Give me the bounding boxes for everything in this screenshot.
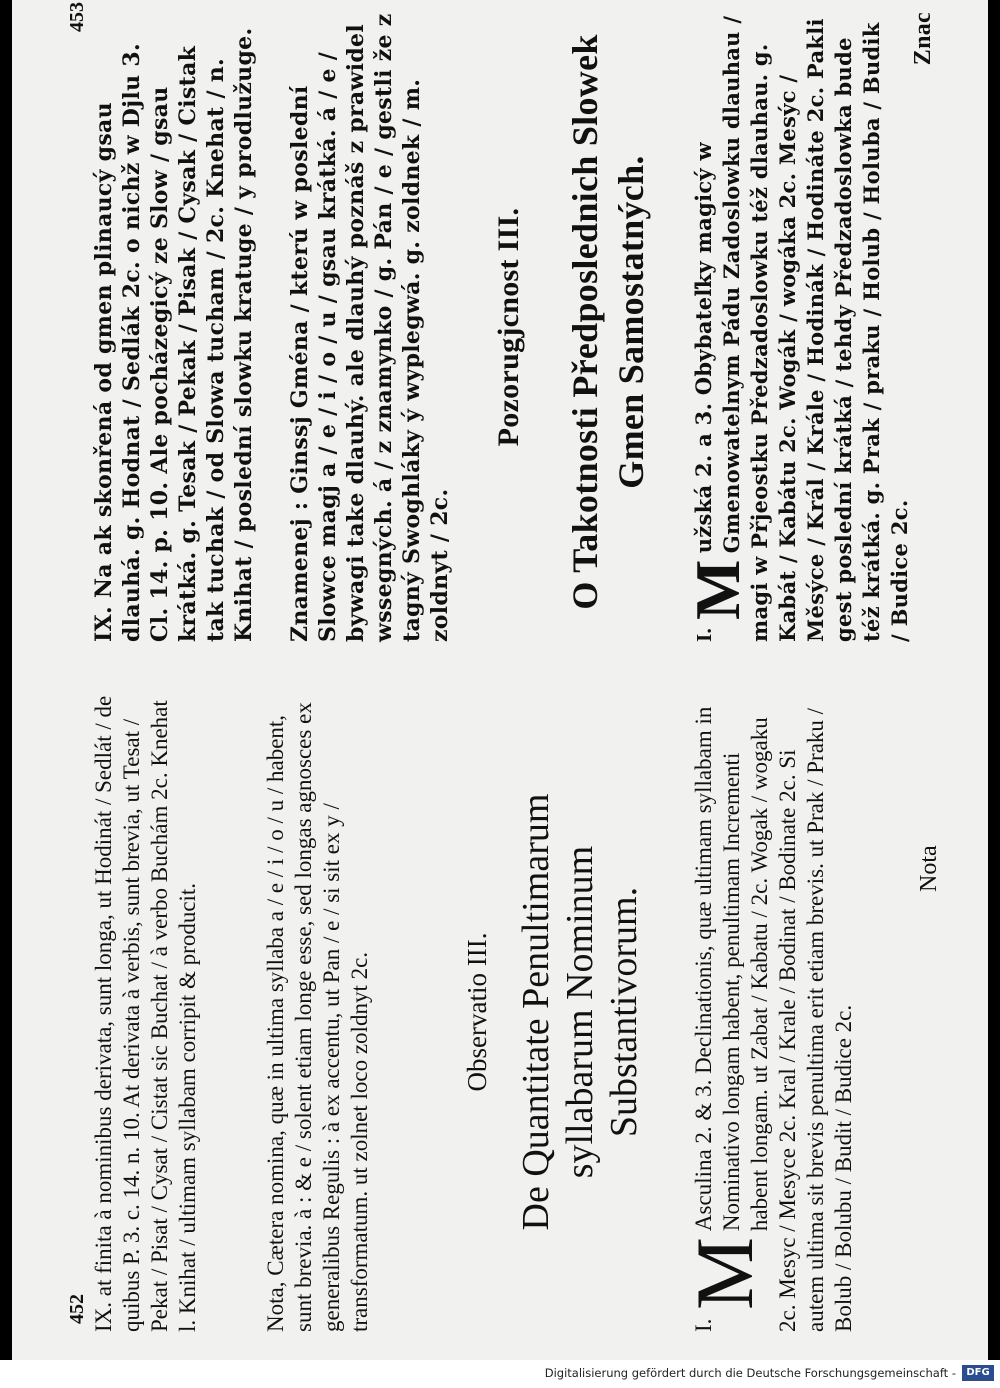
footer-credit-text: Digitalisierung gefördert durch die Deutsche Forschungsgemeinschaft - [544, 1366, 956, 1380]
paragraph-ix-latin: IX. at finita à nominibus derivata, sunt longa, ut Hodinát / Sedlát / de quibus P. 3. c. 14. n. 10. At derivata à verbis, sunt brevia, ut Tesat / Pekat / Pisat / Cysat / Cistat sic Buchat / à verbo Buchám 2c. Knehat l. Knihat / ultimam syllabam corripit & producit. [91, 695, 200, 1332]
paragraph-i-czech [682, 12, 914, 642]
digitization-footer [0, 1360, 1000, 1388]
catchword-left: Nota [916, 845, 942, 892]
paragraph-i-latin [679, 692, 858, 1332]
pozorovani-label: Pozorugjcnost III. [492, 207, 525, 447]
drop-cap: M [682, 559, 753, 620]
paragraph-ix-czech: IX. Na ak skonřená od gmen plinaucý gsau dlauhá. g. Hodnat / Sedlák 2c. o nichž w Djlu 3. Cl. 14. p. 10. Ale pocházegicý ze Slow / gsau krátká. g. Tesak / Pekak / Pisak / Cysak / Cistak tak tuchak / od Slowa tucham / 2c. Knehat / n. Knihat / poslední slowku kratuge / y prodlužuge. [91, 27, 257, 642]
page-number-right: 453 [66, 2, 88, 32]
page-number-left: 452 [66, 1294, 88, 1324]
paragraph-number: I. [692, 627, 716, 642]
drop-cap: M [679, 1237, 770, 1310]
section-heading-latin: De Quantitate Penultimarum syllabarum Nominum Substantivorum. [515, 793, 645, 1231]
paragraph-i-text: užská 2. a 3. Obybateľky magicý w Gmenowatelnym Pádu Zadoslowku dlauhau / magi w Přjeostku Předzadoslowku též dlauhau. g. Kabát / Kabátu 2c. Wogák / wogáka 2c. Mesýc / Měsýce / Král / Krále / Hodinák / Hodináte 2c. Pakli gest poslední krátká / tehdy Předzadoslowka bude též krátká. g. Prak / praku / Holub / Holuba / Budik / Budice 2c. [691, 15, 912, 642]
book-spread [12, 0, 988, 1360]
observatio-label: Observatio III. [462, 932, 492, 1092]
rotated-text-stage [30, 0, 970, 1332]
paragraph-number: I. [691, 1318, 716, 1332]
catchword-right: Znac [910, 12, 936, 66]
nota-paragraph: Nota, Cætera nomina, quæ in ultima syllaba a / e / i / o / u / habent, sunt brevia. à : & e / solent etiam longe esse, sed longas agnosces ex generalibus Regulis : à ex accentu, ut Pan / e / si sit ex y / transformatum. ut zolnet loco zoldnyt 2c. [263, 702, 372, 1332]
znamenej-paragraph: Znamenej : Ginssj Gména / kterú w poslední Slowce magj a / e / i / o / u / gsau krátká. á / e / bywagi take dlauhý. ale dlauhý poznáš z prawidel wssegných. á / z znamynko / g. Pán / e / gestli že z tagný Swoghláky ý wyplegwá. g. zoldnek / m. zoldnyt / 2c. [287, 13, 453, 642]
dfg-logo: DFG [962, 1365, 994, 1381]
section-heading-czech: O Takotnosti Předposlednich Slowek Gmen Samostatných. [565, 34, 651, 610]
paragraph-i-text: Asculina 2. & 3. Declinationis, quæ ultimam syllabam in Nominativo longam habent, penultimam Incrementi habent longam. ut Zabat / Kabatu / 2c. Wogak / wogaku 2c. Mesyc / Mesyce 2c. Kral / Krale / Bodinat / Bodinate 2c. Si autem ultima sit brevis penultima erit etiam brevis. ut Prak / Praku / Bolub / Bolubu / Budit / Budice 2c. [691, 706, 856, 1332]
